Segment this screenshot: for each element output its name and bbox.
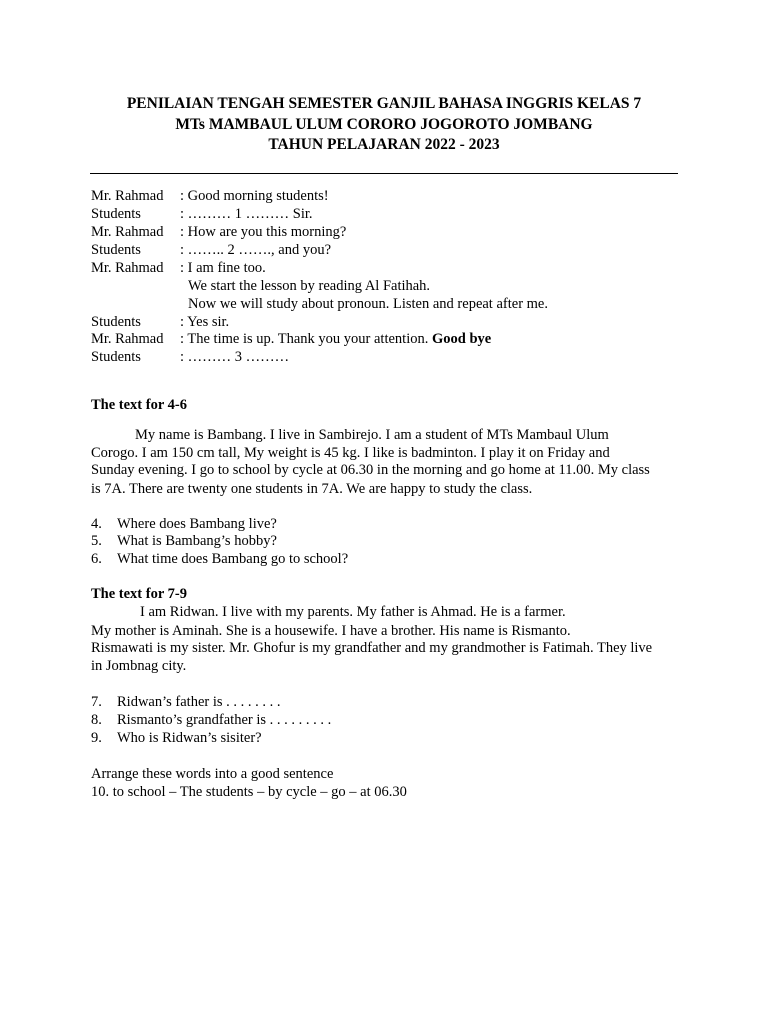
dialogue-utterance: : How are you this morning? [180, 224, 347, 240]
question-text: Rismanto’s grandfather is . . . . . . . . . [117, 712, 332, 728]
question-text: Where does Bambang live? [117, 516, 277, 532]
question-text: Who is Ridwan’s sisiter? [117, 730, 262, 746]
question-number: 4. [91, 516, 102, 532]
section-heading: The text for 7-9 [91, 586, 187, 602]
section-heading: The text for 4-6 [91, 397, 187, 413]
dialogue-speaker: Mr. Rahmad [91, 224, 164, 240]
header-school: MTs MAMBAUL ULUM CORORO JOGOROTO JOMBANG [175, 115, 593, 133]
question-number: 5. [91, 533, 102, 549]
dialogue-utterance: : Good morning students! [180, 188, 329, 204]
header-divider [90, 173, 678, 174]
good-bye-bold: Good bye [431, 331, 492, 347]
paragraph-line: Rismawati is my sister. Mr. Ghofur is my grandfather and my grandmother is Fatimah. They live [91, 640, 653, 656]
dialogue-utterance [180, 330, 491, 348]
dialogue-utterance: : I am fine too. [180, 260, 266, 276]
paragraph-line: in Jombnag city. [91, 658, 187, 674]
paragraph-line: My mother is Aminah. She is a housewife. I have a brother. His name is Rismanto. [91, 623, 571, 639]
dialogue-utterance: : ……… 1 ……… Sir. [180, 206, 313, 222]
dialogue-speaker: Mr. Rahmad [91, 260, 164, 276]
paragraph-line: Corogo. I am 150 cm tall, My weight is 45 kg. I like is badminton. I play it on Friday and [91, 445, 610, 461]
dialogue-utterance: : ……… 3 ……… [180, 349, 290, 365]
question-number: 9. [91, 730, 102, 746]
question-10: 10. to school – The students – by cycle – go – at 06.30 [91, 784, 407, 800]
question-number: 6. [91, 551, 102, 567]
dialogue-speaker: Students [91, 206, 141, 222]
dialogue-utterance-text: : The time is up. Thank you your attention. [180, 331, 432, 347]
dialogue-speaker: Mr. Rahmad [91, 188, 164, 204]
question-number: 8. [91, 712, 102, 728]
dialogue-continuation: We start the lesson by reading Al Fatihah. [188, 278, 431, 294]
dialogue-speaker: Students [91, 314, 141, 330]
dialogue-speaker: Students [91, 349, 141, 365]
paragraph-line: I am Ridwan. I live with my parents. My father is Ahmad. He is a farmer. [140, 604, 566, 620]
question-text: Ridwan’s father is . . . . . . . . [117, 694, 281, 710]
header-title: PENILAIAN TENGAH SEMESTER GANJIL BAHASA INGGRIS KELAS 7 [126, 95, 642, 112]
paragraph-line: Sunday evening. I go to school by cycle at 06.30 in the morning and go home at 11.00. My class [91, 462, 650, 478]
paragraph-line: is 7A. There are twenty one students in 7A. We are happy to study the class. [91, 481, 533, 497]
arrange-instruction: Arrange these words into a good sentence [91, 766, 334, 782]
dialogue-continuation: Now we will study about pronoun. Listen and repeat after me. [188, 296, 548, 312]
dialogue-speaker: Mr. Rahmad [91, 331, 164, 347]
header-year: TAHUN PELAJARAN 2022 - 2023 [268, 136, 500, 153]
question-text: What is Bambang’s hobby? [117, 533, 277, 549]
question-number: 7. [91, 694, 102, 710]
dialogue-utterance: : …….. 2 ……., and you? [180, 242, 332, 258]
dialogue-speaker: Students [91, 242, 141, 258]
question-text: What time does Bambang go to school? [117, 551, 349, 567]
dialogue-utterance: : Yes sir. [180, 314, 230, 330]
paragraph-line: My name is Bambang. I live in Sambirejo. I am a student of MTs Mambaul Ulum [135, 427, 609, 443]
exam-header [0, 94, 768, 156]
